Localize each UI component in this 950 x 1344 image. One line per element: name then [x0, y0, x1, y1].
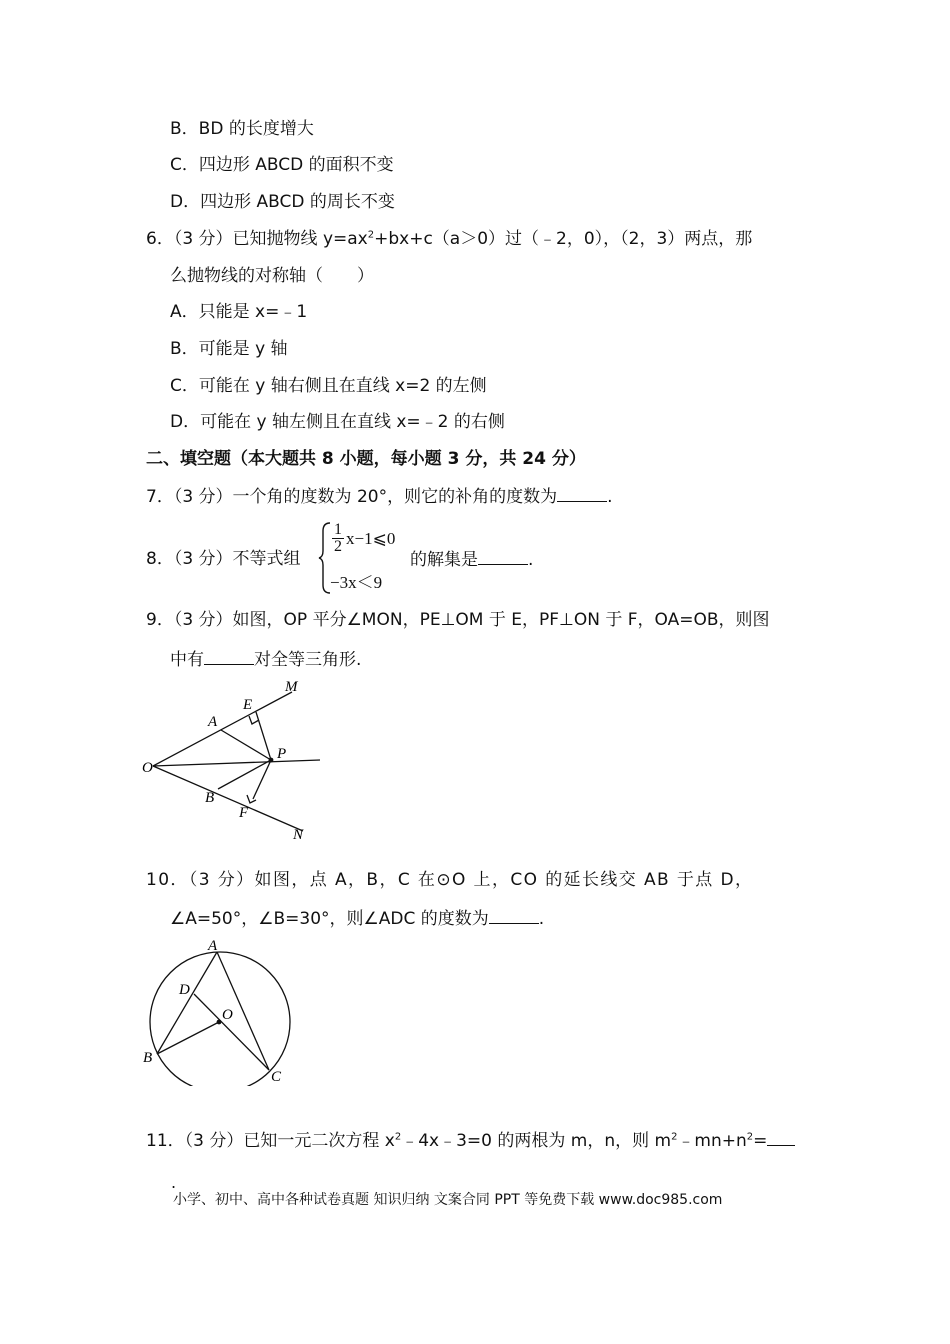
q6-option-b: B．可能是 y 轴: [170, 339, 288, 359]
label-a: A: [208, 714, 218, 730]
q10-figure: [138, 936, 298, 1086]
label-f: F: [239, 805, 249, 821]
q6-option-a: A．只能是 x=﹣1: [170, 302, 308, 322]
center-o-icon: [217, 1020, 222, 1025]
q11-text-a: 11．（3 分）已知一元二次方程 x: [146, 1131, 395, 1151]
q11-text-d: =: [753, 1131, 768, 1151]
q6-sup: 2: [367, 229, 375, 241]
fraction-denominator: 2: [334, 538, 342, 555]
point-p-icon: [269, 758, 274, 763]
label-m: M: [285, 679, 298, 695]
label-o: O: [142, 760, 153, 776]
q10-line2-text: ∠A=50°，∠B=30°，则∠ADC 的度数为: [170, 909, 489, 929]
label-e: E: [243, 697, 253, 713]
label-c: C: [271, 1069, 282, 1085]
q11-blank: [767, 1129, 795, 1146]
q6-stem-a: 6．（3 分）已知抛物线 y=ax: [146, 229, 368, 249]
label-a: A: [208, 938, 218, 954]
q11-text-b: ﹣4x﹣3=0 的两根为 m，n，则 m: [401, 1131, 672, 1151]
q8-blank: [478, 548, 528, 565]
q8-suffix-wrap: [410, 548, 533, 571]
q11-text-c: ﹣mn+n: [677, 1131, 747, 1151]
circle-o: [150, 952, 290, 1086]
q11-sup2: 2: [671, 1131, 678, 1143]
q7-end: .: [607, 487, 613, 507]
label-b: B: [143, 1050, 153, 1066]
ray-on: [153, 766, 303, 831]
q10-line1: 10．（3 分）如图，点 A，B，C 在⊙O 上，CO 的延长线交 AB 于点 D，: [146, 870, 754, 890]
q11-sup1: 2: [394, 1131, 402, 1143]
q9-line2: [170, 648, 361, 671]
q6-stem-line2: 么抛物线的对称轴（ ）: [170, 266, 374, 286]
q7-text: 7．（3 分）一个角的度数为 20°，则它的补角的度数为: [146, 487, 558, 507]
q9-line2-b: 对全等三角形.: [254, 650, 362, 670]
q11-end: .: [171, 1173, 177, 1192]
q6-stem: [146, 228, 752, 250]
q6-stem-b: +bx+c（a＞0）过（﹣2，0），（2，3）两点，那: [374, 229, 753, 249]
q8-prefix: 8．（3 分）不等式组: [146, 549, 301, 569]
label-b: B: [205, 790, 215, 806]
fraction-half: [332, 522, 344, 555]
q11-sup3: 2: [746, 1131, 754, 1143]
q6-option-d: D．可能在 y 轴左侧且在直线 x=﹣2 的右侧: [170, 412, 505, 432]
section-title: 二、填空题（本大题共 8 小题，每小题 3 分，共 24 分）: [146, 449, 586, 469]
label-d: D: [179, 982, 190, 998]
q5-option-b: B．BD 的长度增大: [170, 119, 314, 139]
q6-option-c: C．可能在 y 轴右侧且在直线 x=2 的左侧: [170, 376, 487, 396]
q10-blank: [489, 907, 539, 924]
page-footer: 小学、初中、高中各种试卷真题 知识归纳 文案合同 PPT 等免费下载 www.doc985.com: [173, 1192, 723, 1208]
q8-end: .: [528, 550, 534, 570]
q7-blank: [557, 485, 607, 502]
ray-om: [153, 692, 292, 766]
q8-suffix: 的解集是: [410, 550, 478, 570]
label-p: P: [277, 746, 287, 762]
q9-blank: [204, 648, 254, 665]
inequality-system: [318, 521, 410, 595]
inequality-2: −3x＜9: [330, 573, 383, 592]
inequality-1: x−1⩽0: [346, 529, 396, 548]
ray-op: [153, 760, 320, 766]
label-n: N: [293, 827, 304, 843]
segment-cd: [194, 994, 269, 1070]
q5-option-d: D．四边形 ABCD 的周长不变: [170, 192, 395, 212]
q11: [146, 1129, 795, 1152]
q9-figure: [138, 676, 328, 848]
label-o: O: [222, 1007, 233, 1023]
q9-line1: 9．（3 分）如图，OP 平分∠MON，PE⊥OM 于 E，PF⊥ON 于 F，OA=OB，则图: [146, 610, 770, 630]
segment-bp: [218, 760, 271, 789]
q5-option-c: C．四边形 ABCD 的面积不变: [170, 155, 394, 175]
q10-line2: [170, 907, 544, 930]
q7: [146, 485, 612, 508]
segment-pf: [253, 760, 271, 799]
fraction-numerator: 1: [334, 521, 342, 538]
q9-line2-a: 中有: [170, 650, 204, 670]
q10-end: .: [538, 909, 545, 929]
